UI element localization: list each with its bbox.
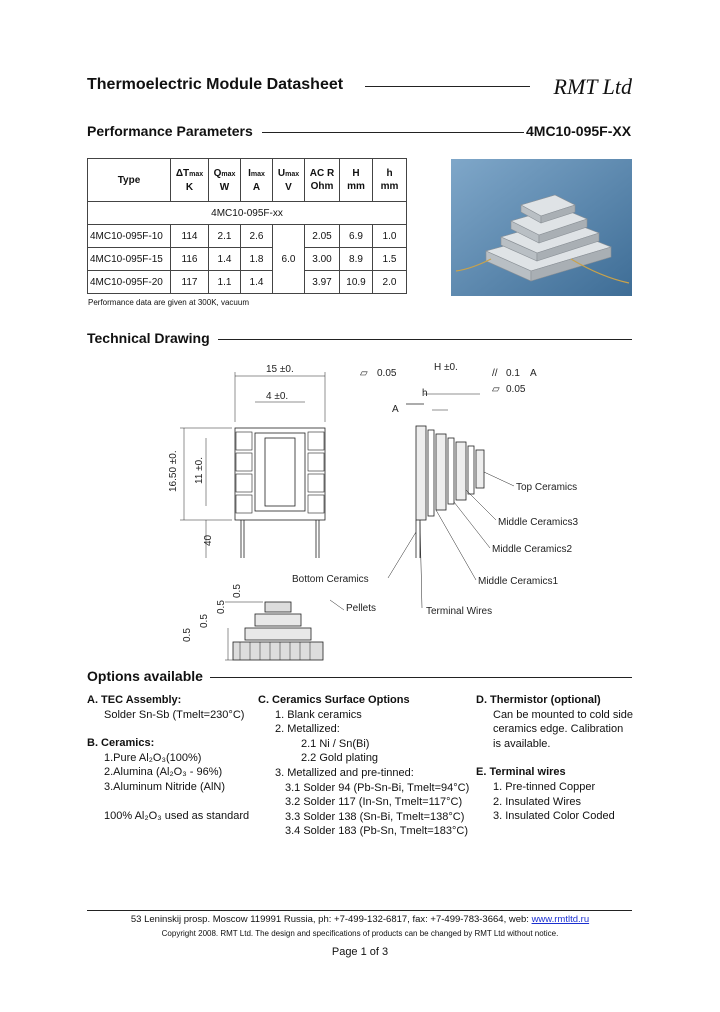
heading-tec-assembly: A. TEC Assembly: bbox=[87, 694, 182, 706]
col-h: h mm bbox=[373, 159, 407, 202]
option-surface-2: 2. Metallized: bbox=[275, 723, 340, 736]
option-surface-3-4: 3.4 Solder 183 (Pb-Sn, Tmelt=183°C) bbox=[285, 825, 469, 838]
footer-rule bbox=[87, 910, 632, 911]
heading-ceramics: B. Ceramics: bbox=[87, 737, 155, 750]
cell-dt: 114 bbox=[171, 225, 209, 248]
cell-h: 2.0 bbox=[373, 271, 407, 294]
cell-q: 2.1 bbox=[209, 225, 241, 248]
cell-acr: 3.97 bbox=[305, 271, 340, 294]
dim-h: h bbox=[422, 388, 428, 399]
cell-type: 4MC10-095F-20 bbox=[88, 271, 171, 294]
option-wires-2: 2. Insulated Wires bbox=[493, 795, 582, 808]
label-terminal-wires: Terminal Wires bbox=[426, 606, 493, 617]
header-rule bbox=[365, 86, 530, 87]
tol-flatness-value: 0.05 bbox=[377, 368, 397, 379]
option-ceramics-1: 1.Pure Al₂O₃(100%) bbox=[104, 751, 202, 764]
footer-copyright: Copyright 2008. RMT Ltd. The design and specifications of products can be changed by RMT Ltd without notice. bbox=[161, 929, 559, 938]
dim-stack-05c: 0.5 bbox=[216, 600, 227, 614]
ceramics-standard-note: 100% Al₂O₃ used as standard bbox=[104, 809, 250, 822]
group-label: 4MC10-095F-xx bbox=[88, 202, 407, 225]
option-wires-3: 3. Insulated Color Coded bbox=[493, 810, 615, 823]
side-view bbox=[406, 394, 484, 558]
footer-contact: 53 Leninskij prosp. Moscow 119991 Russia, ph: +7-499-132-6817, fax: +7-499-783-3664, web: bbox=[130, 914, 532, 925]
thermistor-text-2: ceramics edge. Calibration bbox=[493, 723, 624, 736]
table-header-row bbox=[88, 159, 407, 202]
option-surface-3: 3. Metallized and pre-tinned: bbox=[275, 766, 414, 779]
option-ceramics-3: 3.Aluminum Nitride (AlN) bbox=[104, 780, 226, 793]
dim-wire-length: 40 bbox=[203, 534, 214, 546]
cell-h: 1.0 bbox=[373, 225, 407, 248]
cell-H: 8.9 bbox=[340, 248, 373, 271]
performance-note: Performance data are given at 300K, vacuum bbox=[88, 298, 249, 307]
option-wires-1: 1. Pre-tinned Copper bbox=[493, 780, 596, 793]
dim-stack-05a: 0.5 bbox=[182, 628, 193, 642]
label-middle-ceramics3: Middle Ceramics3 bbox=[498, 517, 579, 528]
cell-type: 4MC10-095F-10 bbox=[88, 225, 171, 248]
cell-acr: 3.00 bbox=[305, 248, 340, 271]
dim-height: 16.50 ±0. bbox=[168, 450, 179, 492]
tol-flatness2: ▱ bbox=[492, 384, 500, 395]
cell-q: 1.4 bbox=[209, 248, 241, 271]
tol-parallel-ref: A bbox=[530, 368, 537, 379]
cell-q: 1.1 bbox=[209, 271, 241, 294]
cell-i: 1.8 bbox=[241, 248, 273, 271]
stack-view bbox=[225, 602, 323, 660]
col-type: Type bbox=[88, 159, 171, 202]
heading-thermistor: D. Thermistor (optional) bbox=[476, 694, 601, 706]
label-top-ceramics: Top Ceramics bbox=[516, 482, 578, 493]
cell-i: 1.4 bbox=[241, 271, 273, 294]
thermistor-text-1: Can be mounted to cold side bbox=[493, 708, 634, 721]
cell-dt: 117 bbox=[171, 271, 209, 294]
thermistor-text-3: is available. bbox=[493, 737, 551, 750]
performance-table bbox=[87, 158, 407, 294]
drawing-rule bbox=[218, 339, 632, 340]
option-surface-2-1: 2.1 Ni / Sn(Bi) bbox=[301, 737, 370, 750]
table-group-row bbox=[88, 202, 407, 225]
cell-acr: 2.05 bbox=[305, 225, 340, 248]
tol-flatness: ▱ bbox=[360, 368, 368, 379]
cell-type: 4MC10-095F-15 bbox=[88, 248, 171, 271]
cell-H: 6.9 bbox=[340, 225, 373, 248]
performance-heading: Performance Parameters bbox=[87, 123, 253, 139]
footer-address bbox=[0, 914, 720, 925]
product-photo bbox=[451, 159, 632, 296]
label-bottom-ceramics: Bottom Ceramics bbox=[292, 574, 369, 585]
table-row bbox=[88, 271, 407, 294]
option-surface-3-2: 3.2 Solder 117 (In-Sn, Tmelt=117°C) bbox=[285, 796, 463, 809]
cell-i: 2.6 bbox=[241, 225, 273, 248]
option-surface-2-2: 2.2 Gold plating bbox=[301, 752, 379, 765]
page-number: Page 1 of 3 bbox=[331, 946, 389, 958]
dim-width: 15 ±0. bbox=[266, 364, 294, 375]
col-imax: Imax A bbox=[241, 159, 273, 202]
dim-stack-05d: 0.5 bbox=[232, 584, 243, 598]
option-solder: Solder Sn-Sb (Tmelt=230°C) bbox=[104, 708, 245, 721]
technical-drawing bbox=[168, 362, 620, 662]
heading-surface-options: C. Ceramics Surface Options bbox=[258, 694, 410, 706]
options-col-surface bbox=[258, 693, 473, 839]
cell-H: 10.9 bbox=[340, 271, 373, 294]
option-surface-3-1: 3.1 Solder 94 (Pb-Sn-Bi, Tmelt=94°C) bbox=[285, 781, 470, 794]
col-dtmax: ΔTmax K bbox=[171, 159, 209, 202]
dim-inner-height: 11 ±0. bbox=[194, 457, 205, 484]
cell-h: 1.5 bbox=[373, 248, 407, 271]
dim-H: H ±0. bbox=[434, 362, 458, 373]
col-umax: Umax V bbox=[273, 159, 305, 202]
label-pellets: Pellets bbox=[346, 603, 377, 614]
website-link[interactable]: www.rmtltd.ru bbox=[531, 914, 590, 925]
col-acr: AC R Ohm bbox=[305, 159, 340, 202]
option-ceramics-2: 2.Alumina (Al₂O₃ - 96%) bbox=[104, 766, 223, 779]
option-surface-1: 1. Blank ceramics bbox=[275, 708, 362, 721]
cell-dt: 116 bbox=[171, 248, 209, 271]
col-qmax: Qmax W bbox=[209, 159, 241, 202]
model-name: 4MC10-095F-XX bbox=[526, 123, 632, 139]
table-row bbox=[88, 225, 407, 248]
tol-parallel: // bbox=[492, 368, 498, 379]
options-col-thermistor bbox=[476, 693, 636, 824]
options-heading: Options available bbox=[87, 668, 203, 684]
options-col-assembly bbox=[87, 693, 257, 823]
dim-stack-05b: 0.5 bbox=[199, 614, 210, 628]
option-surface-3-3: 3.3 Solder 138 (Sn-Bi, Tmelt=138°C) bbox=[285, 810, 465, 823]
table-row bbox=[88, 248, 407, 271]
performance-rule bbox=[262, 132, 524, 133]
heading-terminal-wires: E. Terminal wires bbox=[476, 766, 566, 779]
label-middle-ceramics1: Middle Ceramics1 bbox=[478, 576, 559, 587]
col-H: H mm bbox=[340, 159, 373, 202]
label-middle-ceramics2: Middle Ceramics2 bbox=[492, 544, 573, 555]
tol-parallel-value: 0.1 bbox=[506, 368, 520, 379]
drawing-heading: Technical Drawing bbox=[87, 330, 210, 346]
cell-umax: 6.0 bbox=[273, 225, 305, 294]
document-title: Thermoelectric Module Datasheet bbox=[87, 76, 344, 93]
brand-logo-text: RMT Ltd bbox=[553, 74, 632, 99]
tol-flatness2-value: 0.05 bbox=[506, 384, 526, 395]
ref-a: A bbox=[392, 404, 399, 415]
options-rule bbox=[210, 677, 632, 678]
document-header bbox=[87, 74, 632, 98]
dim-inner-width: 4 ±0. bbox=[266, 391, 289, 402]
